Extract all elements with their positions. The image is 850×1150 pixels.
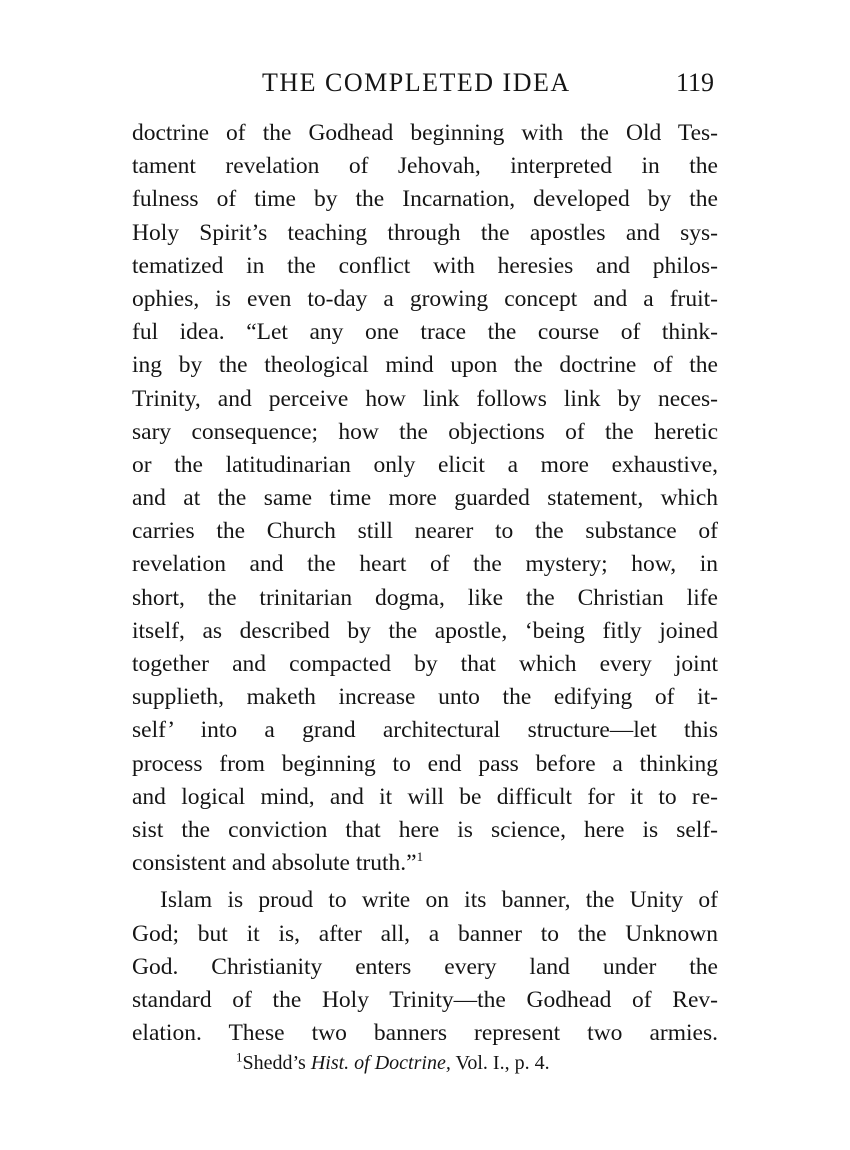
footnote-title: Hist. of Doctrine, — [310, 1052, 451, 1074]
paragraph-1-line: Holy Spirit’s teaching through the apostles and sys- — [132, 219, 718, 246]
footnote-author: Shedd’s — [242, 1052, 306, 1074]
paragraph-2-line: God; but it is, after all, a banner to the Unknown — [132, 920, 718, 947]
paragraph-2-line: elation. These two banners represent two armies. — [132, 1020, 718, 1047]
paragraph-1-line: ful idea. “Let any one trace the course of think- — [132, 319, 718, 346]
paragraph-1-line: and logical mind, and it will be difficult for it to re- — [132, 783, 718, 810]
paragraph-1-line: sist the conviction that here is science, here is self- — [132, 816, 718, 843]
paragraph-2 — [132, 884, 718, 1050]
paragraph-1-line: fulness of time by the Incarnation, developed by the — [132, 186, 718, 213]
paragraph-1-last-line — [132, 847, 718, 880]
paragraph-2-line: Islam is proud to write on its banner, the Unity of — [160, 887, 718, 914]
paragraph-1-line: revelation and the heart of the mystery; how, in — [132, 551, 718, 578]
paragraph-2-line: standard of the Holy Trinity—the Godhead of Rev- — [132, 986, 718, 1013]
paragraph-1-line: carries the Church still nearer to the substance of — [132, 518, 718, 545]
footnote — [236, 1050, 550, 1076]
footnote-marker: 1 — [236, 1049, 243, 1065]
paragraph-1-last-line-text: consistent and absolute truth.” — [132, 850, 417, 877]
paragraph-1-line: ophies, is even to-day a growing concept and a fruit- — [132, 285, 718, 312]
paragraph-1-line: ing by the theological mind upon the doctrine of the — [132, 352, 718, 379]
paragraph-1-line: supplieth, maketh increase unto the edifying of it- — [132, 684, 718, 711]
paragraph-1-line: self’ into a grand architectural structure—let this — [132, 717, 718, 744]
paragraph-1-line: tematized in the conflict with heresies and philos- — [132, 252, 718, 279]
paragraph-1-line: process from beginning to end pass before a thinking — [132, 750, 718, 777]
paragraph-2-line: God. Christianity enters every land under the — [132, 953, 718, 980]
paragraph-1-line: tament revelation of Jehovah, interpreted in the — [132, 153, 718, 180]
paragraph-1-line: or the latitudinarian only elicit a more exhaustive, — [132, 451, 718, 478]
running-title: THE COMPLETED IDEA — [262, 68, 571, 97]
footnote-reference: 1 — [416, 849, 424, 865]
paragraph-1-line: together and compacted by that which every joint — [132, 651, 718, 677]
footnote-reference-text: Vol. I., p. 4. — [455, 1052, 550, 1074]
paragraph-1-line: sary consequence; how the objections of the heretic — [132, 418, 718, 445]
paragraph-1-line: itself, as described by the apostle, ‘being fitly joined — [132, 617, 718, 644]
paragraph-1-line: short, the trinitarian dogma, like the Christian life — [132, 584, 718, 611]
paragraph-1-line: doctrine of the Godhead beginning with the Old Tes- — [132, 120, 718, 146]
body-text — [132, 117, 718, 1050]
page-number: 119 — [675, 68, 714, 97]
paragraph-1 — [132, 117, 718, 847]
paragraph-1-line: Trinity, and perceive how link follows link by neces- — [132, 385, 718, 412]
paragraph-1-line: and at the same time more guarded statement, which — [132, 485, 718, 512]
running-head — [262, 66, 714, 106]
